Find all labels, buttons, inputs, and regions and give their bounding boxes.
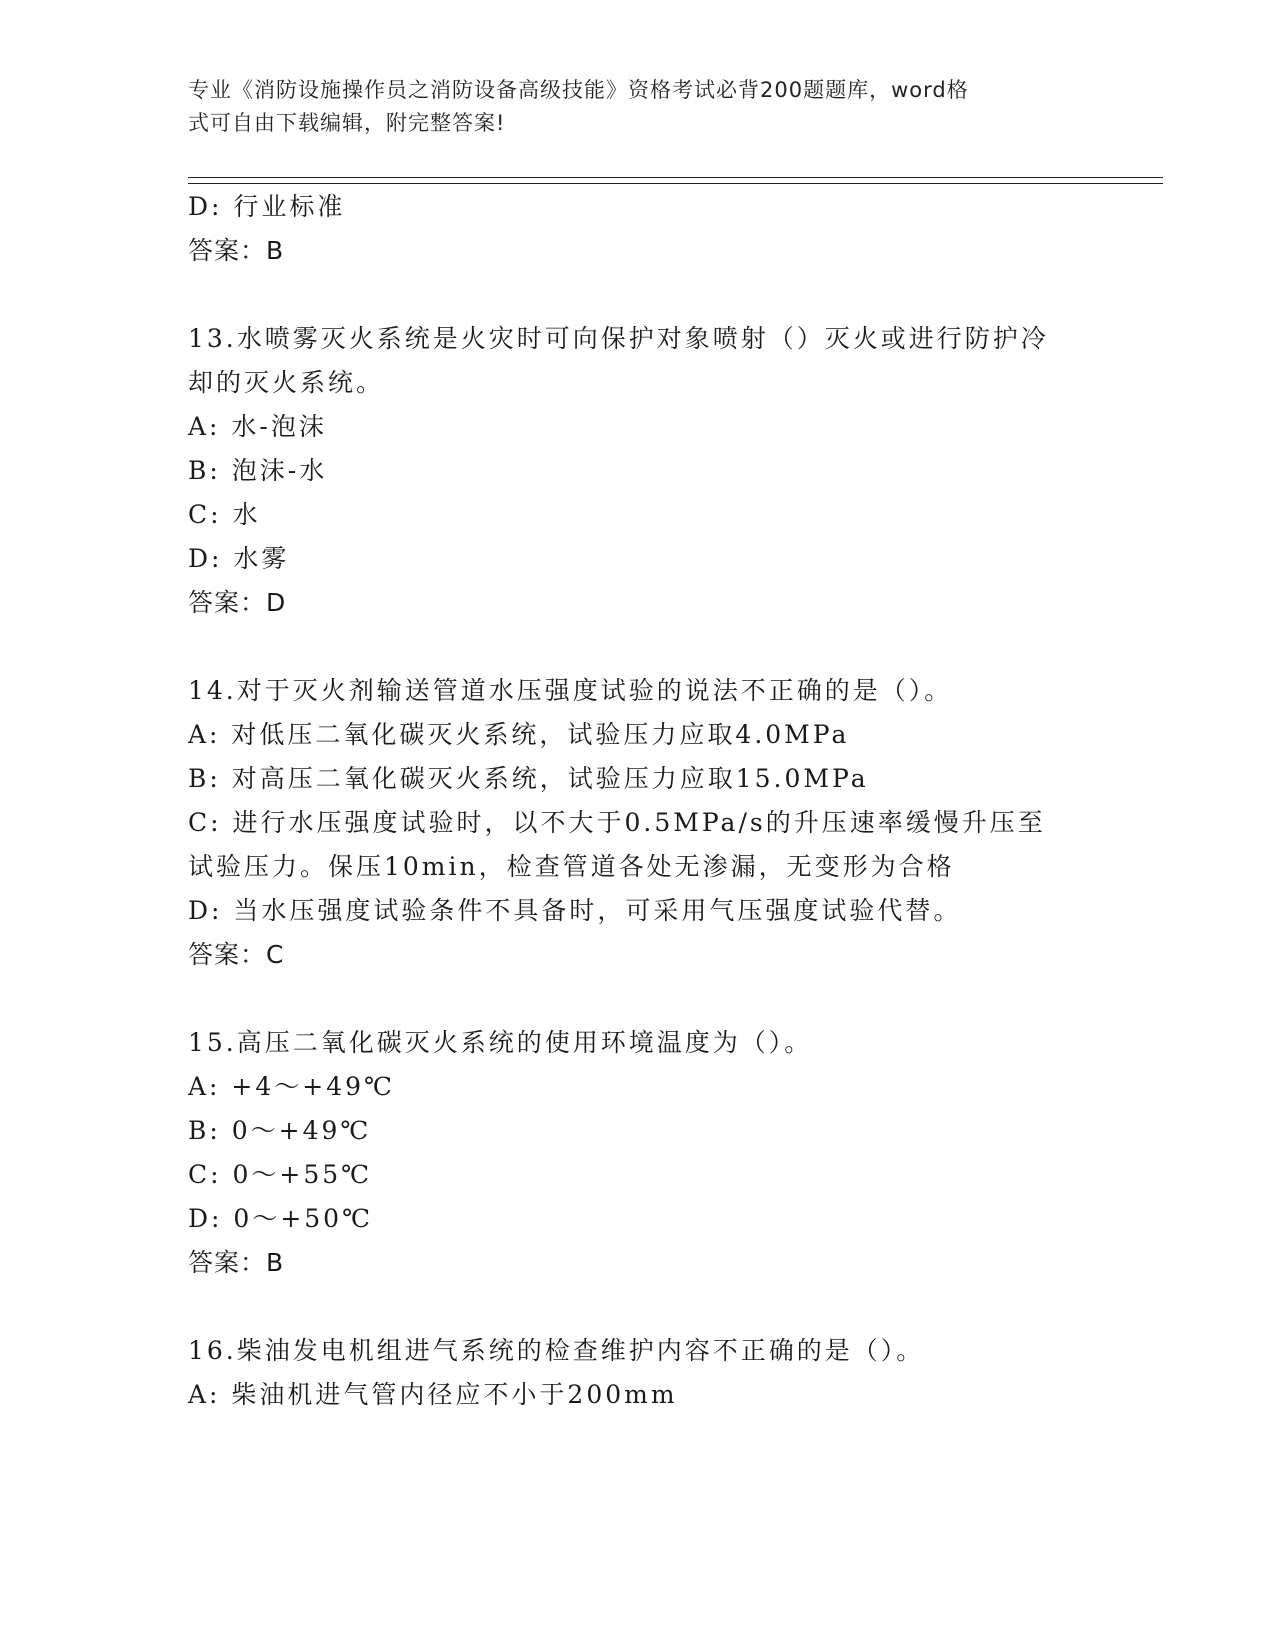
option-line: A: 柴油机进气管内径应不小于200mm — [188, 1380, 678, 1409]
option-line: 试验压力。保压10min，检查管道各处无渗漏，无变形为合格 — [188, 852, 955, 881]
option-line: D: 当水压强度试验条件不具备时，可采用气压强度试验代替。 — [188, 896, 962, 925]
header-rule-bottom — [188, 183, 1163, 184]
option-line: A: +4～+49℃ — [188, 1072, 396, 1101]
option-line: B: 对高压二氧化碳灭火系统，试验压力应取15.0MPa — [188, 764, 869, 793]
header-line-2: 式可自由下载编辑，附完整答案! — [188, 111, 506, 135]
option-line: A: 对低压二氧化碳灭火系统，试验压力应取4.0MPa — [188, 720, 850, 749]
header-rule-top — [188, 177, 1163, 178]
question-line: 却的灭火系统。 — [188, 368, 385, 397]
option-line: C: 进行水压强度试验时，以不大于0.5MPa/s的升压速率缓慢升压至 — [188, 808, 1046, 837]
option-line: D: 水雾 — [188, 544, 290, 573]
option-line: B: 泡沫-水 — [188, 456, 328, 485]
question-line: 14.对于灭火剂输送管道水压强度试验的说法不正确的是（）。 — [188, 676, 953, 705]
answer-line: 答案：B — [188, 236, 285, 265]
question-line: 15.高压二氧化碳灭火系统的使用环境温度为（）。 — [188, 1028, 813, 1057]
option-line: C: 水 — [188, 500, 261, 529]
document-header — [188, 74, 1088, 140]
answer-line: 答案：B — [188, 1248, 285, 1277]
option-line: D: 行业标准 — [188, 192, 346, 221]
option-line: A: 水-泡沫 — [188, 412, 327, 441]
question-line: 16.柴油发电机组进气系统的检查维护内容不正确的是（）。 — [188, 1336, 925, 1365]
option-line: B: 0～+49℃ — [188, 1116, 372, 1145]
answer-line: 答案：C — [188, 940, 285, 969]
question-line: 13.水喷雾灭火系统是火灾时可向保护对象喷射（）灭火或进行防护冷 — [188, 324, 1049, 353]
option-line: C: 0～+55℃ — [188, 1160, 373, 1189]
option-line: D: 0～+50℃ — [188, 1204, 374, 1233]
header-line-1: 专业《消防设施操作员之消防设备高级技能》资格考试必背200题题库，word格 — [188, 78, 969, 102]
answer-line: 答案：D — [188, 588, 287, 617]
